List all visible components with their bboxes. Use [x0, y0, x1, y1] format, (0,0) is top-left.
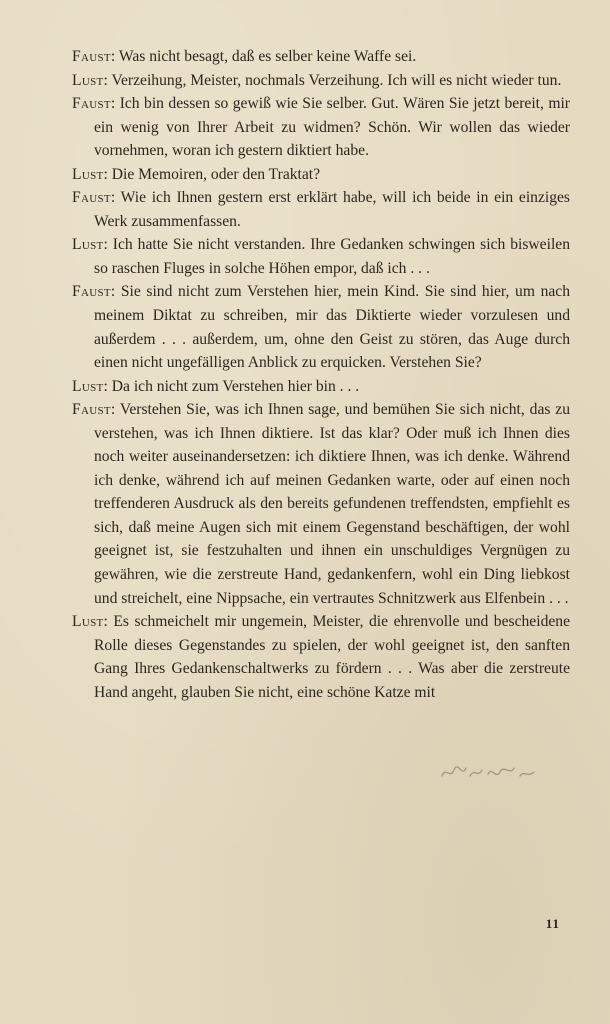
speaker-name: Faust [72, 401, 111, 419]
speech-lust-3 [72, 233, 570, 280]
speaker-separator: : [110, 283, 121, 301]
speech-faust-2 [72, 92, 570, 163]
pencil-annotation [440, 762, 540, 782]
speech-faust-5 [72, 398, 570, 610]
speaker-separator: : [103, 377, 112, 395]
speech-text: Was nicht besagt, daß es selber keine Waffe sei. [118, 48, 417, 65]
speaker-separator: : [110, 95, 120, 113]
speaker-separator: : [110, 401, 120, 419]
speaker-name: Lust [72, 377, 104, 395]
page-number: 11 [545, 916, 560, 931]
speech-lust-5 [72, 610, 570, 704]
speaker-name: Faust [72, 283, 111, 301]
speech-text: Sie sind nicht zum Verstehen hier, mein Kind. Sie sind hier, um nach meinem Diktat zu schreiben, mir das Diktierte wieder vorzulesen und außerdem . . . außerdem, um, ohne den Geist zu stören, das Auge durch einen nicht ungefälligen Anblick zu erquicken. Verstehen Sie? [94, 283, 570, 372]
speaker-name: Faust [72, 189, 111, 207]
speaker-separator: : [103, 71, 112, 89]
speaker-name: Faust [72, 95, 111, 113]
speaker-separator: : [110, 48, 119, 65]
speech-text: Da ich nicht zum Verstehen hier bin . . . [111, 377, 360, 395]
speech-text: Ich hatte Sie nicht verstanden. Ihre Gedanken schwingen sich bisweilen so raschen Fluges in solche Höhen empor, daß ich . . . [94, 236, 570, 277]
speaker-name: Faust [72, 48, 111, 65]
speech-faust-4 [72, 280, 570, 374]
speech-lust-2 [72, 163, 570, 187]
speaker-name: Lust [72, 236, 104, 254]
speech-text: Ich bin dessen so gewiß wie Sie selber. Gut. Wären Sie jetzt bereit, mir ein wenig von Ihrer Arbeit zu widmen? Schön. Wir wollen das wieder vornehmen, woran ich gestern diktiert habe. [94, 95, 570, 160]
speech-lust-4 [72, 375, 570, 399]
speech-faust-1 [72, 45, 570, 69]
speech-text: Verstehen Sie, was ich Ihnen sage, und bemühen Sie sich nicht, das zu verstehen, was ich Ihnen diktiere. Ist das klar? Oder muß ich Ihnen dies noch weiter auseinandersetzen: ich diktiere Ihnen, was ich denke. Während ich denke, während ich auf meinen Gedanken warte, oder auf einen noch treffenderen Ausdruck als den bereits gefundenen treffendsten, empfiehlt es sich, daß meine Augen sich mit einem Gegenstand beschäftigen, der wohl geeignet ist, sie festzuhalten und ihnen ein unschuldiges Vergnügen zu gewähren, wie die zerstreute Hand, gedankenfern, wohl ein Ding liebkost und streichelt, eine Nippsache, ein vertrautes Schnitzwerk aus Elfenbein . . . [94, 401, 571, 607]
speech-text: Wie ich Ihnen gestern erst erklärt habe, will ich beide in ein einziges Werk zusammenfassen. [94, 189, 570, 230]
speech-text: Es schmeichelt mir ungemein, Meister, die ehrenvolle und bescheidene Rolle dieses Gegenstandes zu spielen, der wohl geeignet ist, den sanften Gang Ihres Gedankenschaltwerks zu fördern . . . Was aber die zerstreute Hand angeht, glauben Sie nicht, eine schöne Katze mit [94, 613, 570, 701]
speaker-name: Lust [72, 71, 104, 89]
speaker-separator: : [103, 165, 112, 183]
speaker-separator: : [103, 613, 114, 631]
speech-lust-1 [72, 69, 570, 93]
speaker-name: Lust [72, 613, 104, 631]
speaker-separator: : [103, 236, 113, 254]
speaker-name: Lust [72, 165, 104, 183]
speaker-separator: : [110, 189, 121, 207]
speech-text: Die Memoiren, oder den Traktat? [111, 165, 321, 183]
dialogue-text [72, 45, 570, 704]
speech-faust-3 [72, 186, 570, 233]
speech-text: Verzeihung, Meister, nochmals Verzeihung. Ich will es nicht wieder tun. [111, 71, 562, 89]
